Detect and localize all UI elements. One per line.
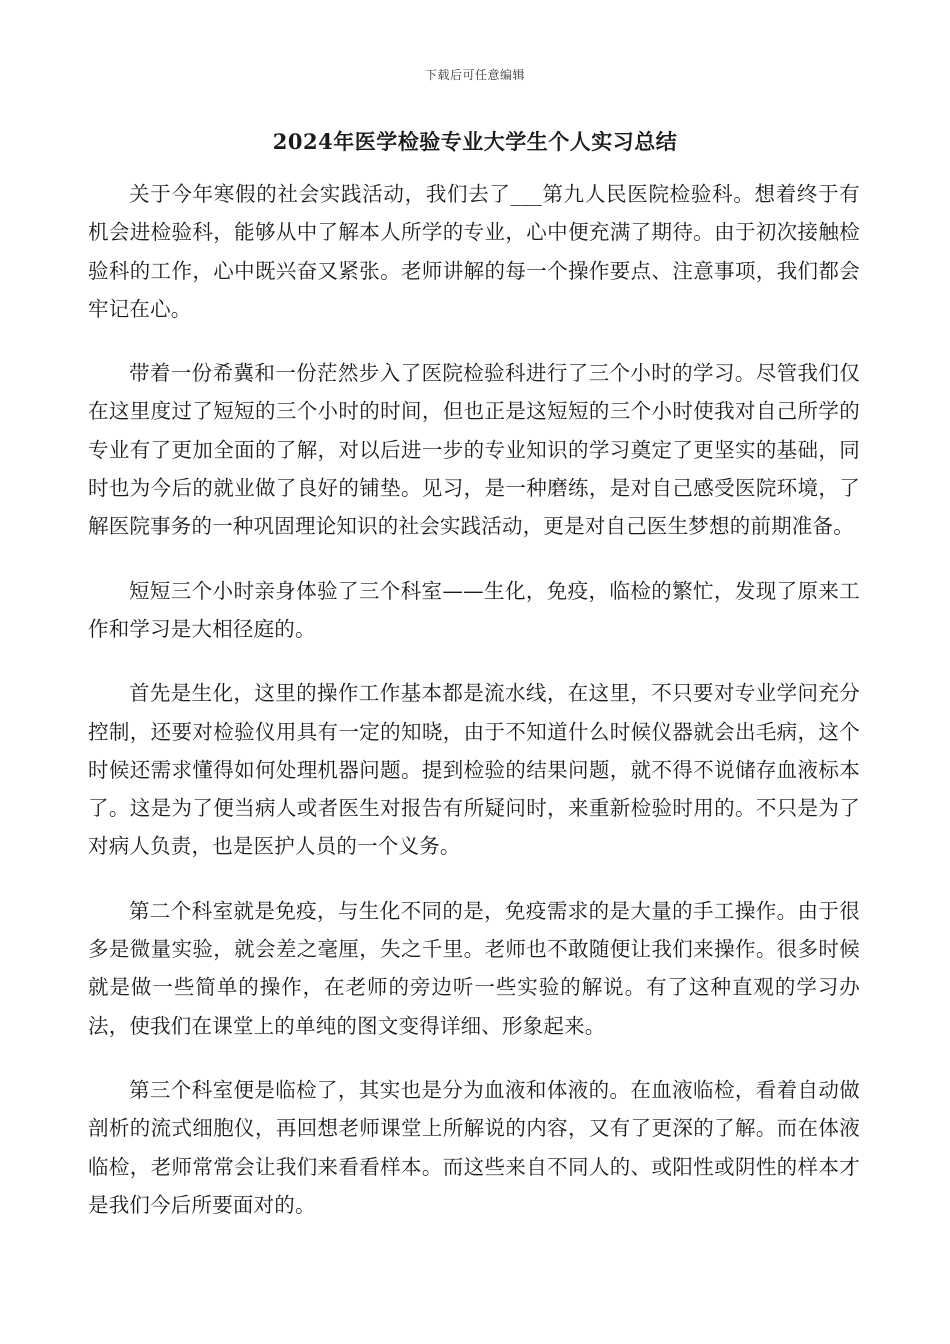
document-title: 2024年医学检验专业大学生个人实习总结 [272, 129, 678, 154]
paragraph-3: 短短三个小时亲身体验了三个科室——生化，免疫，临检的繁忙，发现了原来工作和学习是大相径庭的。 [88, 578, 860, 641]
header-note: 下载后可任意编辑 [424, 68, 525, 82]
paragraph-6: 第三个科室便是临检了，其实也是分为血液和体液的。在血液临检，看着自动做剖析的流式细胞仪，再回想老师课堂上所解说的内容，又有了更深的了解。而在体液临检，老师常常会让我们来看看样本。而这些来自不同人的、或阳性或阴性的样本才是我们今后所要面对的。 [88, 1077, 860, 1217]
document-body [88, 175, 860, 1250]
paragraph-2: 带着一份希冀和一份茫然步入了医院检验科进行了三个小时的学习。尽管我们仅在这里度过了短短的三个小时的时间，但也正是这短短的三个小时使我对自己所学的专业有了更加全面的了解，对以后进一步的专业知识的学习奠定了更坚实的基础，同时也为今后的就业做了良好的铺垫。见习，是一种磨练，是对自己感受医院环境，了解医院事务的一种巩固理论知识的社会实践活动，更是对自己医生梦想的前期准备。 [88, 361, 860, 539]
paragraph-5: 第二个科室就是免疫，与生化不同的是，免疫需求的是大量的手工操作。由于很多是微量实验，就会差之毫厘，失之千里。老师也不敢随便让我们来操作。很多时候就是做一些简单的操作，在老师的旁边听一些实验的解说。有了这种直观的学习办法，使我们在课堂上的单纯的图文变得详细、形象起来。 [88, 898, 860, 1038]
paragraph-1: 关于今年寒假的社会实践活动，我们去了___第九人民医院检验科。想着终于有机会进检验科，能够从中了解本人所学的专业，心中便充满了期待。由于初次接触检验科的工作，心中既兴奋又紧张。老师讲解的每一个操作要点、注意事项，我们都会牢记在心。 [88, 182, 860, 321]
paragraph-4: 首先是生化，这里的操作工作基本都是流水线，在这里，不只要对专业学问充分控制，还要对检验仪用具有一定的知晓，由于不知道什么时候仪器就会出毛病，这个时候还需求懂得如何处理机器问题。提到检验的结果问题，就不得不说储存血液标本了。这是为了便当病人或者医生对报告有所疑问时，来重新检验时用的。不只是为了对病人负责，也是医护人员的一个义务。 [88, 681, 860, 859]
